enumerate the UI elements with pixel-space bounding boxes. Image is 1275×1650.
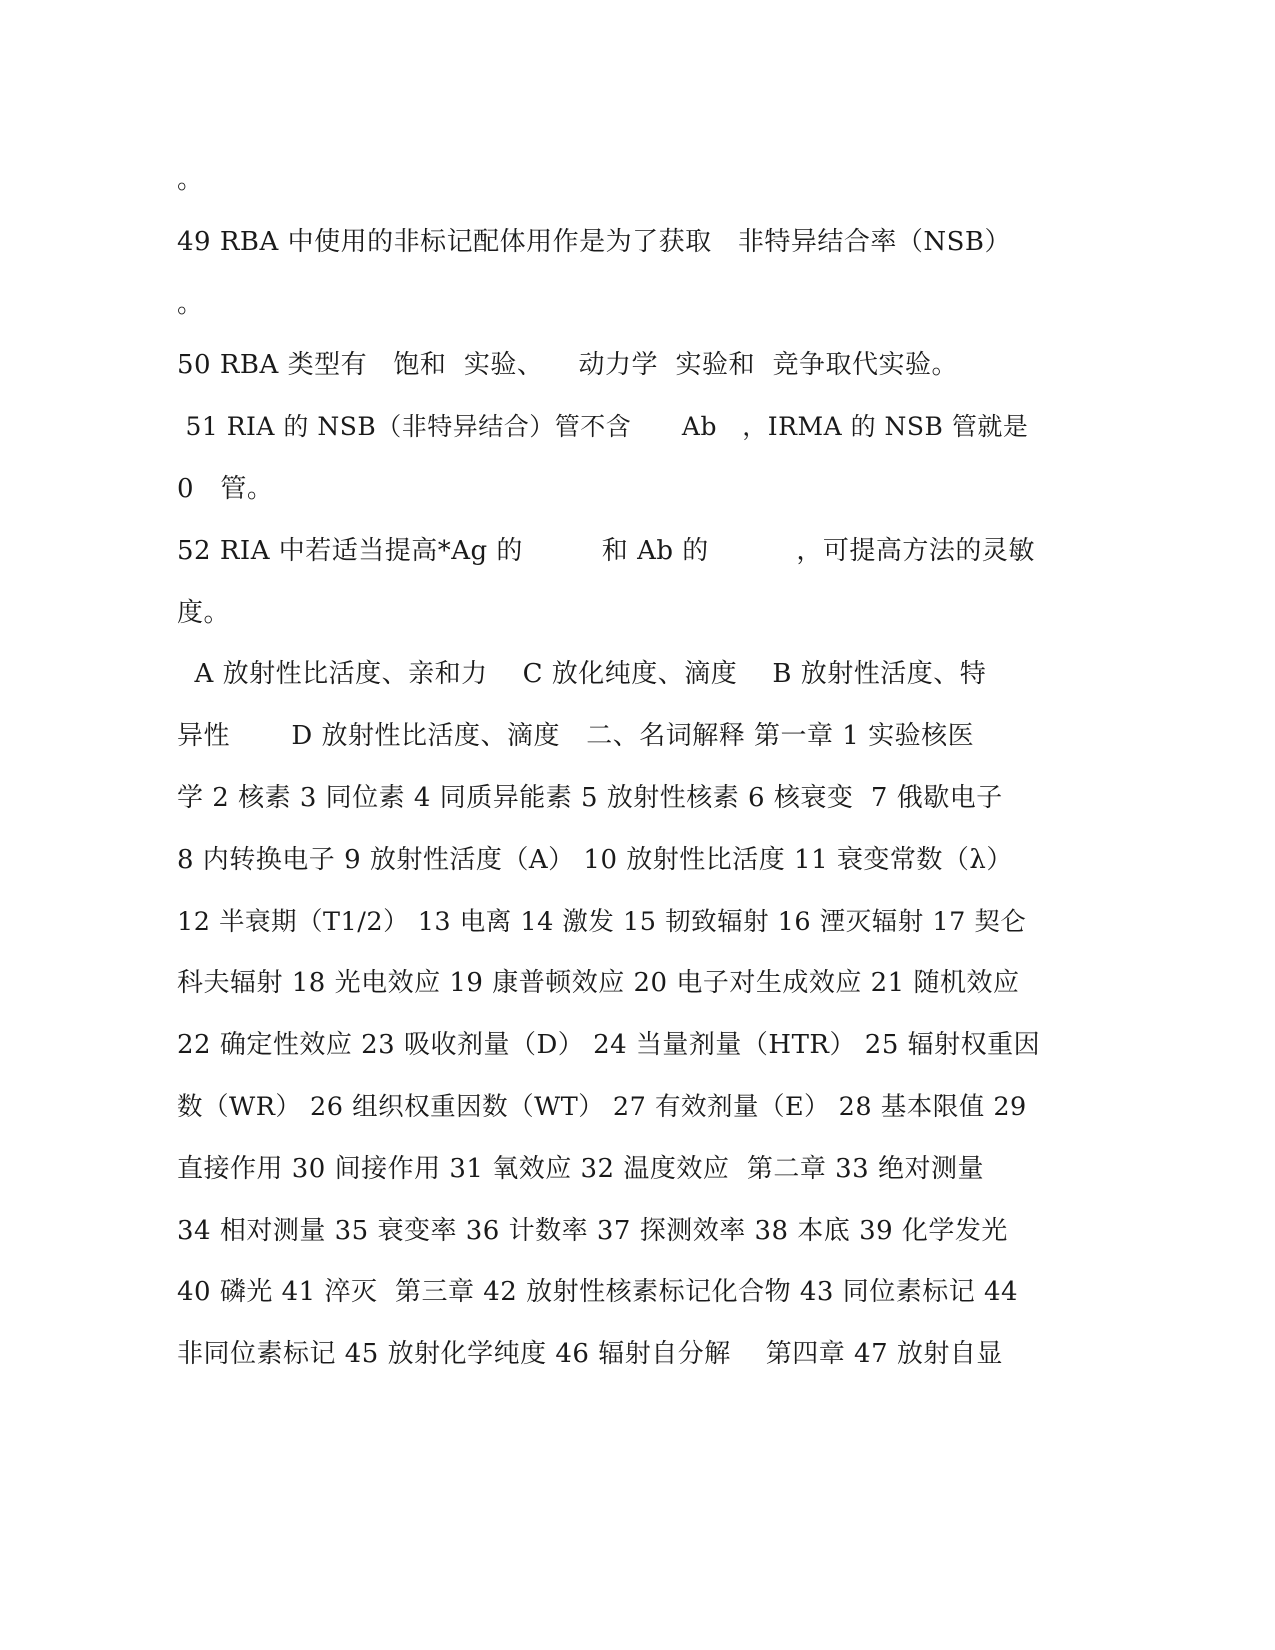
- text-line-6: 0 管。: [177, 474, 274, 504]
- text-line-12: 8 内转换电子 9 放射性活度（A） 10 放射性比活度 11 衰变常数（λ）: [177, 845, 1013, 875]
- text-line-19: 40 磷光 41 淬灭 第三章 42 放射性核素标记化合物 43 同位素标记 44: [177, 1277, 1019, 1307]
- text-line-15: 22 确定性效应 23 吸收剂量（D） 24 当量剂量（HTR） 25 辐射权重因: [177, 1030, 1041, 1060]
- text-line-16: 数（WR） 26 组织权重因数（WT） 27 有效剂量（E） 28 基本限值 29: [177, 1092, 1027, 1122]
- text-line-2: 49 RBA 中使用的非标记配体用作是为了获取 非特异结合率（NSB）: [177, 227, 1012, 257]
- text-line-13: 12 半衰期（T1/2） 13 电离 14 激发 15 韧致辐射 16 湮灭辐射 17 契仑: [177, 907, 1027, 937]
- text-line-17: 直接作用 30 间接作用 31 氧效应 32 温度效应 第二章 33 绝对测量: [177, 1154, 984, 1184]
- text-line-1: 。: [177, 165, 204, 195]
- text-line-3: 。: [177, 289, 204, 319]
- text-line-10: 异性 D 放射性比活度、滴度 二、名词解释 第一章 1 实验核医: [177, 721, 975, 751]
- text-line-8: 度。: [177, 598, 231, 628]
- text-line-14: 科夫辐射 18 光电效应 19 康普顿效应 20 电子对生成效应 21 随机效应: [177, 968, 1020, 998]
- text-line-20: 非同位素标记 45 放射化学纯度 46 辐射自分解 第四章 47 放射自显: [177, 1339, 1003, 1369]
- text-line-5: 51 RIA 的 NSB（非特异结合）管不含 Ab ，IRMA 的 NSB 管就是: [177, 412, 1029, 441]
- text-line-7: 52 RIA 中若适当提高*Ag 的 和 Ab 的 ，可提高方法的灵敏: [177, 536, 1035, 566]
- text-line-11: 学 2 核素 3 同位素 4 同质异能素 5 放射性核素 6 核衰变 7 俄歇电子: [177, 783, 1003, 813]
- text-line-4: 50 RBA 类型有 饱和 实验、 动力学 实验和 竞争取代实验。: [177, 350, 959, 380]
- text-line-9: A 放射性比活度、亲和力 C 放化纯度、滴度 B 放射性活度、特: [177, 659, 987, 689]
- text-line-18: 34 相对测量 35 衰变率 36 计数率 37 探测效率 38 本底 39 化学发光: [177, 1216, 1008, 1246]
